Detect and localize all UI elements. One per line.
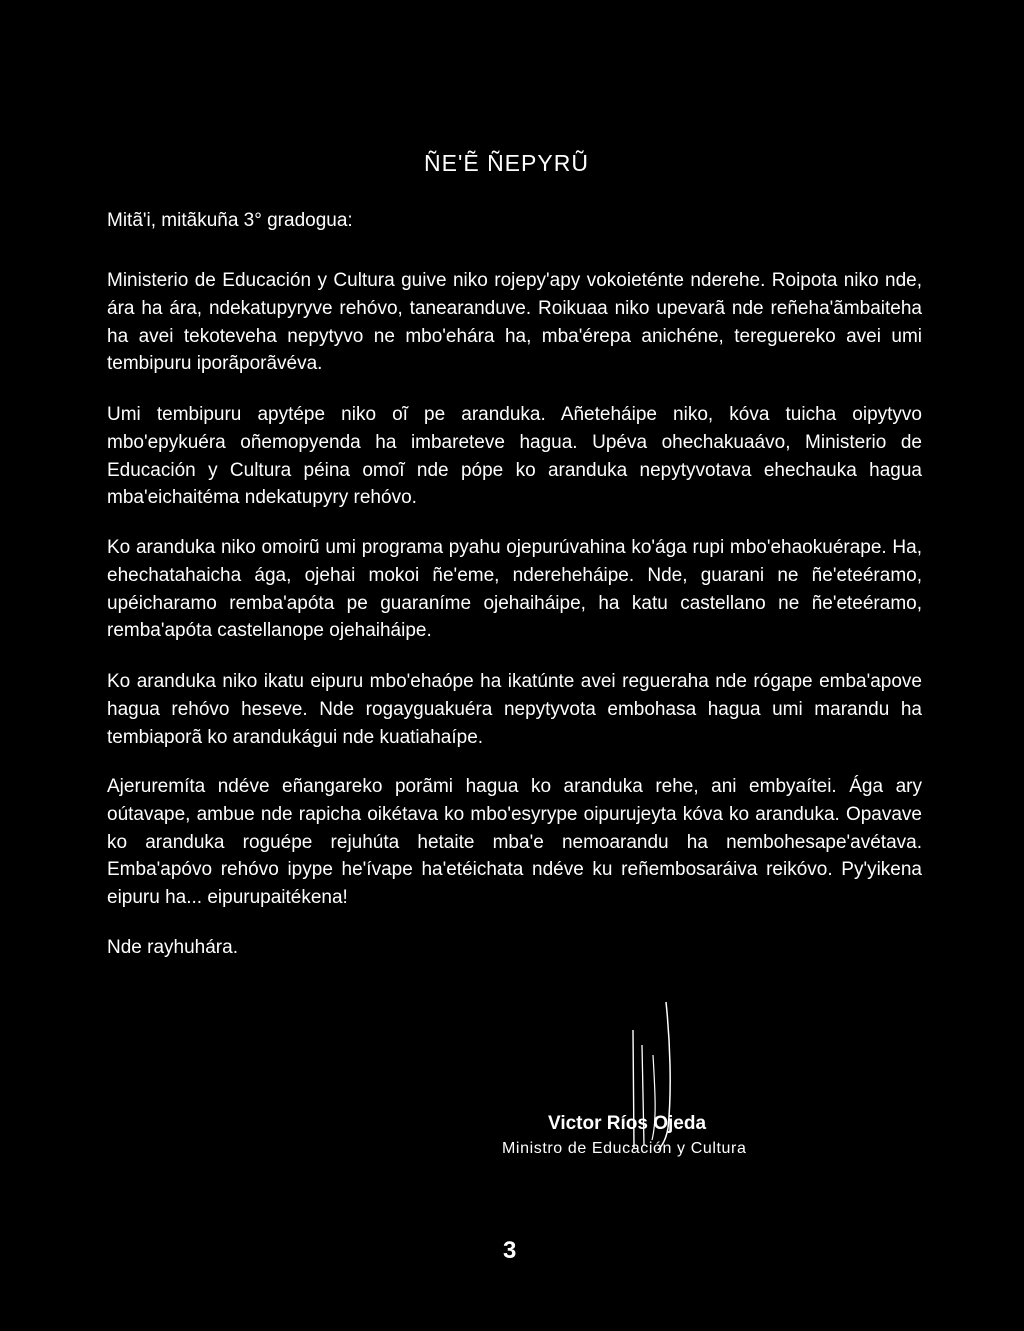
document-title: ÑE'Ẽ ÑEPYRŨ: [424, 150, 589, 176]
salutation: Mitã'i, mitãkuña 3° gradogua:: [107, 210, 353, 231]
signatory-title: Ministro de Educación y Cultura: [502, 1140, 747, 1157]
body-paragraph: Ko aranduka niko ikatu eipuru mbo'ehaópe ha ikatúnte avei regueraha nde rógape emba'apove hagua rehóvo heseve. Nde rogayguakuéra nepytyvota embohasa hagua umi marandu ha tembiaporã ko arandukágui nde kuatiahaípe.: [107, 671, 922, 748]
signatory-name: Victor Ríos Ojeda: [548, 1113, 707, 1134]
page-number: 3: [503, 1237, 517, 1264]
body-paragraph: Ajeruremíta ndéve eñangareko porãmi hagua ko aranduka rehe, ani embyaítei. Ága ary oútavape, ambue nde rapicha oikétava ko mbo'esyrype oipurujeyta kóva ko aranduka. Opavave ko aranduka roguépe rejuhúta hetaite mba'e nemoarandu ha nembohesape'avétava. Emba'apóvo rehóvo ipype he'ívape ha'etéichata ndéve ku reñembosaráiva reikóvo. Py'yikena eipuru ha... eipurupaitékena!: [107, 776, 922, 909]
closing: Nde rayhuhára.: [107, 937, 238, 958]
body-paragraph: Ko aranduka niko omoirũ umi programa pyahu ojepurúvahina ko'ága rupi mbo'ehaokuérape. Ha, ehechatahaicha ága, ojehai mokoi ñe'eme, ndereheháipe. Nde, guarani ne ñe'eteéramo, upéicharamo remba'apóta pe guaraníme ojehaiháipe, ha katu castellano ne ñe'eteéramo, remba'apóta castellanope ojehaiháipe.: [107, 537, 922, 642]
body-paragraph: Umi tembipuru apytépe niko oĩ pe aranduka. Añeteháipe niko, kóva tuicha oipytyvo mbo'epykuéra oñemopyenda ha imbareteve hagua. Upéva ohechakuaávo, Ministerio de Educación y Cultura péina omoĩ nde pópe ko aranduka nepytyvotava ehechauka hagua mba'eichaitéma ndekatupyry rehóvo.: [107, 404, 922, 509]
body-paragraph: Ministerio de Educación y Cultura guive niko rojepy'apy vokoieténte nderehe. Roipota niko nde, ára ha ára, ndekatupyryve rehóvo, tanearanduve. Roikuaa niko upevarã nde reñeha'ãmbaiteha ha avei tekoteveha nepytyvo ne mbo'ehára ha, mba'érepa anichéne, tereguereko avei umi tembipuru iporãporãvéva.: [107, 270, 922, 375]
